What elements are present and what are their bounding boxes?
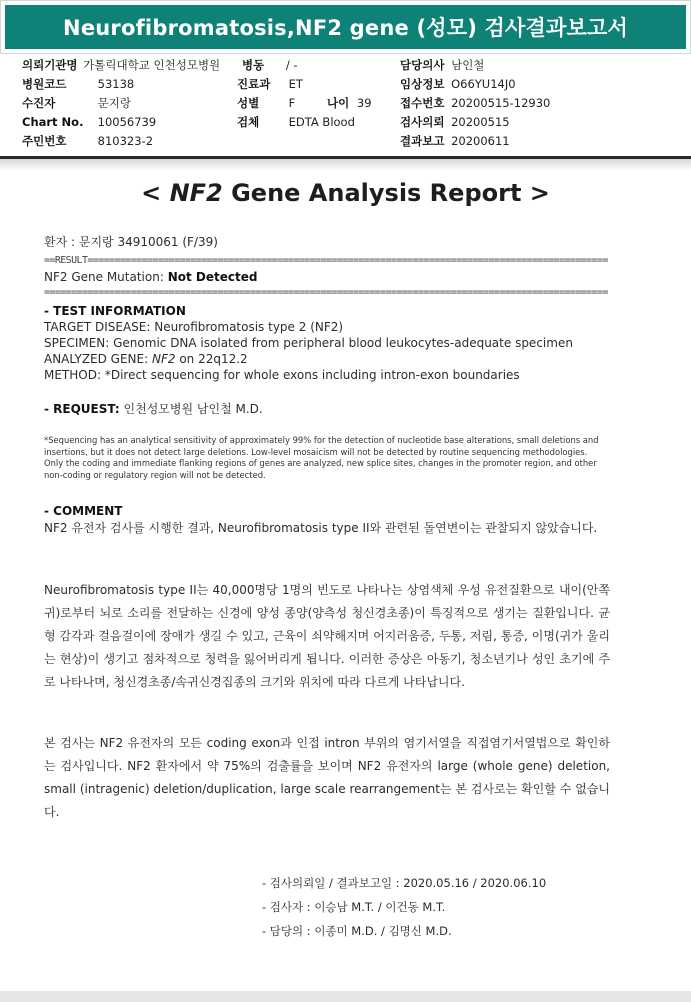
doctor-field (400, 57, 484, 73)
chart-field (22, 114, 156, 130)
sign-doctor: - 담당의 : 이종미 M.D. / 김명신 M.D. (262, 924, 452, 938)
rrn-label: 주민번호 (22, 134, 67, 148)
specimen-line: SPECIMEN: Genomic DNA isolated from peripheral blood leukocytes-adequate specimen (44, 336, 573, 350)
clinical-label: 임상정보 (400, 77, 445, 91)
age-label: 나이 (327, 96, 350, 110)
mutation-value: Not Detected (167, 270, 258, 284)
receipt-value: 20200515-12930 (451, 96, 551, 110)
hospital-code-value: 53138 (97, 77, 135, 91)
request-line (44, 402, 263, 417)
patient-value: 문지랑 (97, 96, 131, 110)
patient-info-block (0, 54, 691, 156)
request-date-value: 20200515 (451, 115, 510, 129)
shadow-band (0, 159, 691, 171)
rrn-field (22, 133, 153, 149)
patient-label: 수진자 (22, 96, 56, 110)
report-date-field (400, 133, 510, 149)
request-date-label: 검사의뢰 (400, 115, 445, 129)
mutation-line (44, 270, 257, 285)
comment-paragraph-3: 본 검사는 NF2 유전자의 모든 coding exon과 인접 intron 부위의 염기서열을 직접염기서열법으로 확인하는 검사입니다. NF2 환자에서 약 75%의 검출률을 보이며 NF2 유전자의 large (whole gene) deletion, small (intragenic) deletion/duplication, large scale rearrangement는 본 검사로는 확인할 수 없습니다. (44, 736, 610, 819)
receipt-label: 접수번호 (400, 96, 445, 110)
doctor-value: 남인철 (451, 58, 485, 72)
report-heading-gene: NF2 (169, 179, 223, 207)
sex-value: F (288, 96, 296, 110)
institution-label: 의뢰기관명 (22, 58, 78, 72)
comment-paragraph-1: NF2 유전자 검사를 시행한 결과, Neurofibromatosis type II와 관련된 돌연변이는 관찰되지 않았습니다. (44, 521, 598, 535)
comment-heading: - COMMENT (44, 504, 123, 518)
analyzed-gene-suffix: on 22q12.2 (175, 352, 248, 366)
sex-field (237, 95, 295, 111)
institution-value: 가톨릭대학교 인천성모병원 (83, 58, 221, 72)
report-heading-prefix: < (141, 179, 170, 207)
specimen-label: 검체 (237, 115, 260, 129)
report-date-value: 20200611 (451, 134, 510, 148)
report-date-label: 결과보고 (400, 134, 445, 148)
report-heading (0, 179, 691, 207)
dept-label: 진료과 (237, 77, 271, 91)
age-value: 39 (356, 96, 372, 110)
institution-field (22, 57, 220, 73)
method-line: METHOD: *Direct sequencing for whole exons including intron-exon boundaries (44, 368, 520, 382)
ward-field (242, 57, 298, 73)
disclaimer: *Sequencing has an analytical sensitivity of approximately 99% for the detection of nucleotide base alterations, small deletions and insertions, but it does not detect large deletions. Low-level mosaicism will not be detected by routine sequencing methodologies. Only the coding and immediate flanking regions of genes are analyzed, new splice sites, changes in the promoter region, and other non-coding or regulatory region will not be detected. (44, 435, 599, 480)
dept-field (237, 76, 303, 92)
clinical-value: O66YU14J0 (451, 77, 516, 91)
age-field (327, 95, 372, 111)
request-value: 인천성모병원 남인철 M.D. (119, 402, 263, 416)
bottom-bar (0, 991, 691, 1002)
test-info-heading: - TEST INFORMATION (44, 304, 186, 318)
clinical-field (400, 76, 516, 92)
hospital-code-field (22, 76, 134, 92)
receipt-field (400, 95, 550, 111)
analyzed-gene-name: NF2 (151, 352, 176, 366)
request-date-field (400, 114, 510, 130)
dept-value: ET (288, 77, 303, 91)
ward-label: 병동 (242, 58, 265, 72)
target-disease: TARGET DISEASE: Neurofibromatosis type 2 (NF2) (44, 320, 344, 334)
result-separator: ==RESULT================================================================================================ (44, 255, 608, 266)
specimen-value: EDTA Blood (288, 115, 355, 129)
gene-report (0, 171, 691, 991)
mutation-label: NF2 Gene Mutation: (44, 270, 168, 284)
sign-dates: - 검사의뢰일 / 결과보고일 : 2020.05.16 / 2020.06.10 (262, 876, 547, 890)
ward-value: / - (285, 58, 298, 72)
analyzed-gene (44, 352, 248, 367)
request-heading: - REQUEST: (44, 402, 120, 416)
comment-paragraph-2: Neurofibromatosis type II는 40,000명당 1명의 빈도로 나타나는 상염색체 우성 유전질환으로 내이(안쪽 귀)로부터 뇌로 소리를 전달하는 신경에 양성 종양(양측성 청신경초종)이 특징적으로 생기는 질환입니다. 균형 감각과 걸음걸이에 장애가 생길 수 있고, 근육이 쇠약해지며 어지러움증, 두통, 저림, 통증, 이명(귀가 울리는 현상)이 생기고 점차적으로 청력을 잃어버리게 됩니다. 이러한 증상은 아동기, 청소년기나 성인 초기에 주로 나타나며, 청신경초종/속귀신경집종의 크기와 위치에 따라 다르게 나타납니다. (44, 583, 610, 689)
analyzed-gene-prefix: ANALYZED GENE: (44, 352, 152, 366)
patient-line: 환자 : 문지랑 34910061 (F/39) (44, 235, 218, 249)
patient-field (22, 95, 131, 111)
doctor-label: 담당의사 (400, 58, 445, 72)
rrn-value: 810323-2 (97, 134, 154, 148)
specimen-field (237, 114, 355, 130)
chart-label: Chart No. (22, 115, 84, 129)
report-heading-suffix: Gene Analysis Report > (222, 179, 550, 207)
report-title: Neurofibromatosis,NF2 gene (성모) 검사결과보고서 (5, 5, 686, 49)
title-bar (0, 0, 691, 54)
sign-tester: - 검사자 : 이승남 M.T. / 이건동 M.T. (262, 900, 446, 914)
chart-value: 10056739 (97, 115, 157, 129)
hospital-code-label: 병원코드 (22, 77, 67, 91)
sex-label: 성별 (237, 96, 260, 110)
result-separator-2: ======================================================================================================== (44, 287, 608, 298)
